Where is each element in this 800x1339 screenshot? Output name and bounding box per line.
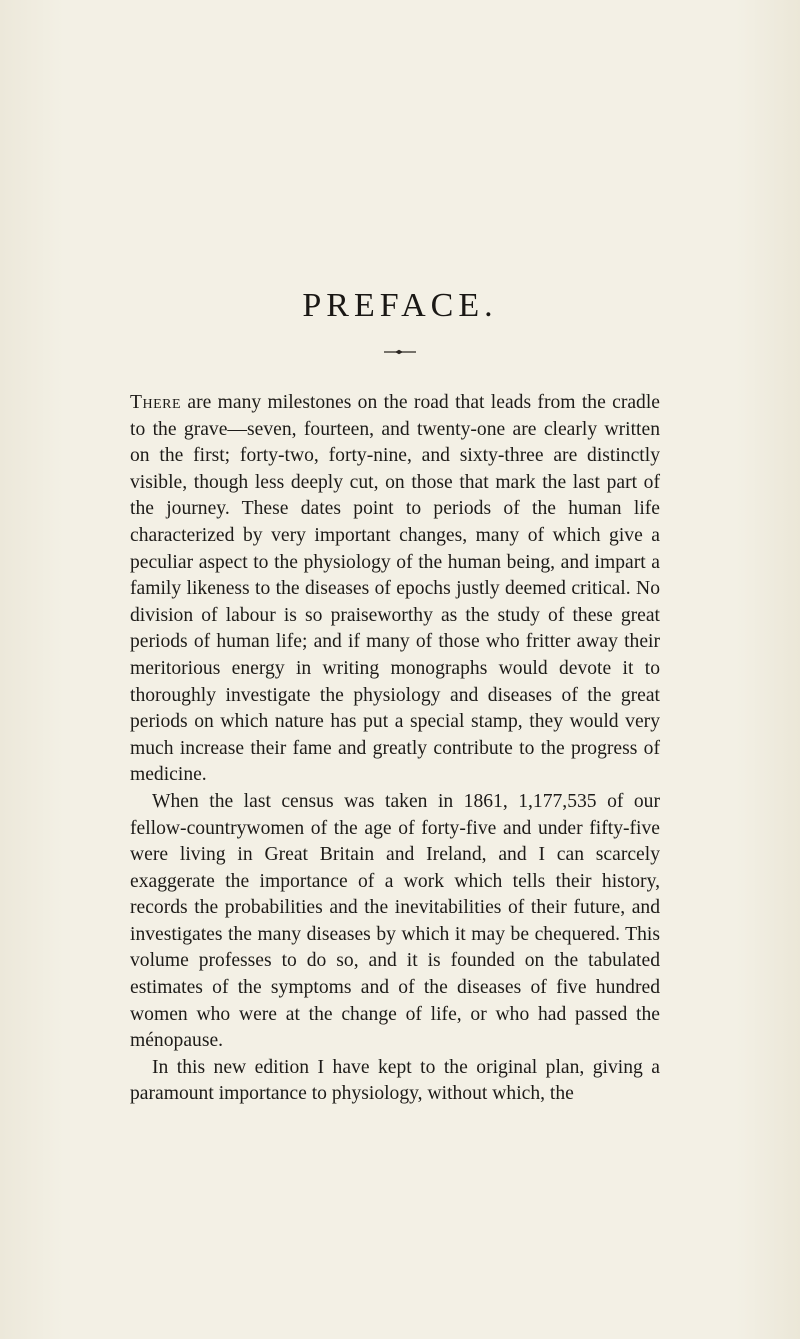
paragraph-text: When the last census was taken in 1861, 1,177,535 of our fellow-countrywomen of the age of forty-five and under fifty-five were living in Great Britain and Ireland, and I can scarcely exaggerate the importance of a work which tells their history, records the probabilities and the inevitabilities of their future, and investigates the many diseases by which it may be chequered. This volume professes to do so, and it is founded on the tabulated estimates of the symptoms and of the diseases of five hundred women who were at the change of life, or who had passed the ménopause. (130, 790, 660, 1052)
page-title: PREFACE. (302, 287, 498, 324)
paragraph-text: are many milestones on the road that leads from the cradle to the grave—seven, fourteen, and twenty-one are clearly written on the first; forty-two, forty-nine, and sixty-three are distinctly visible, though less deeply cut, on those that mark the last part of the journey. These dates point to periods of the human life characterized by very important changes, many of which give a peculiar aspect to the physiology of the human being, and impart a family likeness to the diseases of epochs justly deemed critical. No division of labour is so praiseworthy as the study of these great periods of human life; and if many of those who fritter away their meritorious energy in writing monographs would devote it to thoroughly investigate the physiology and diseases of the great periods on which nature has put a special stamp, they would very much increase their fame and greatly contribute to the progress of medicine. (130, 392, 660, 786)
paragraph-text: In this new edition I have kept to the original plan, giving a paramount importance to physiology, without which, the (130, 1056, 660, 1105)
paragraph-lead-word: There (130, 392, 182, 413)
ornament-divider-icon (384, 349, 416, 355)
preface-body (130, 390, 660, 1108)
paragraph-1 (130, 390, 660, 789)
paragraph-2 (130, 789, 660, 1055)
paragraph-3 (130, 1055, 660, 1108)
